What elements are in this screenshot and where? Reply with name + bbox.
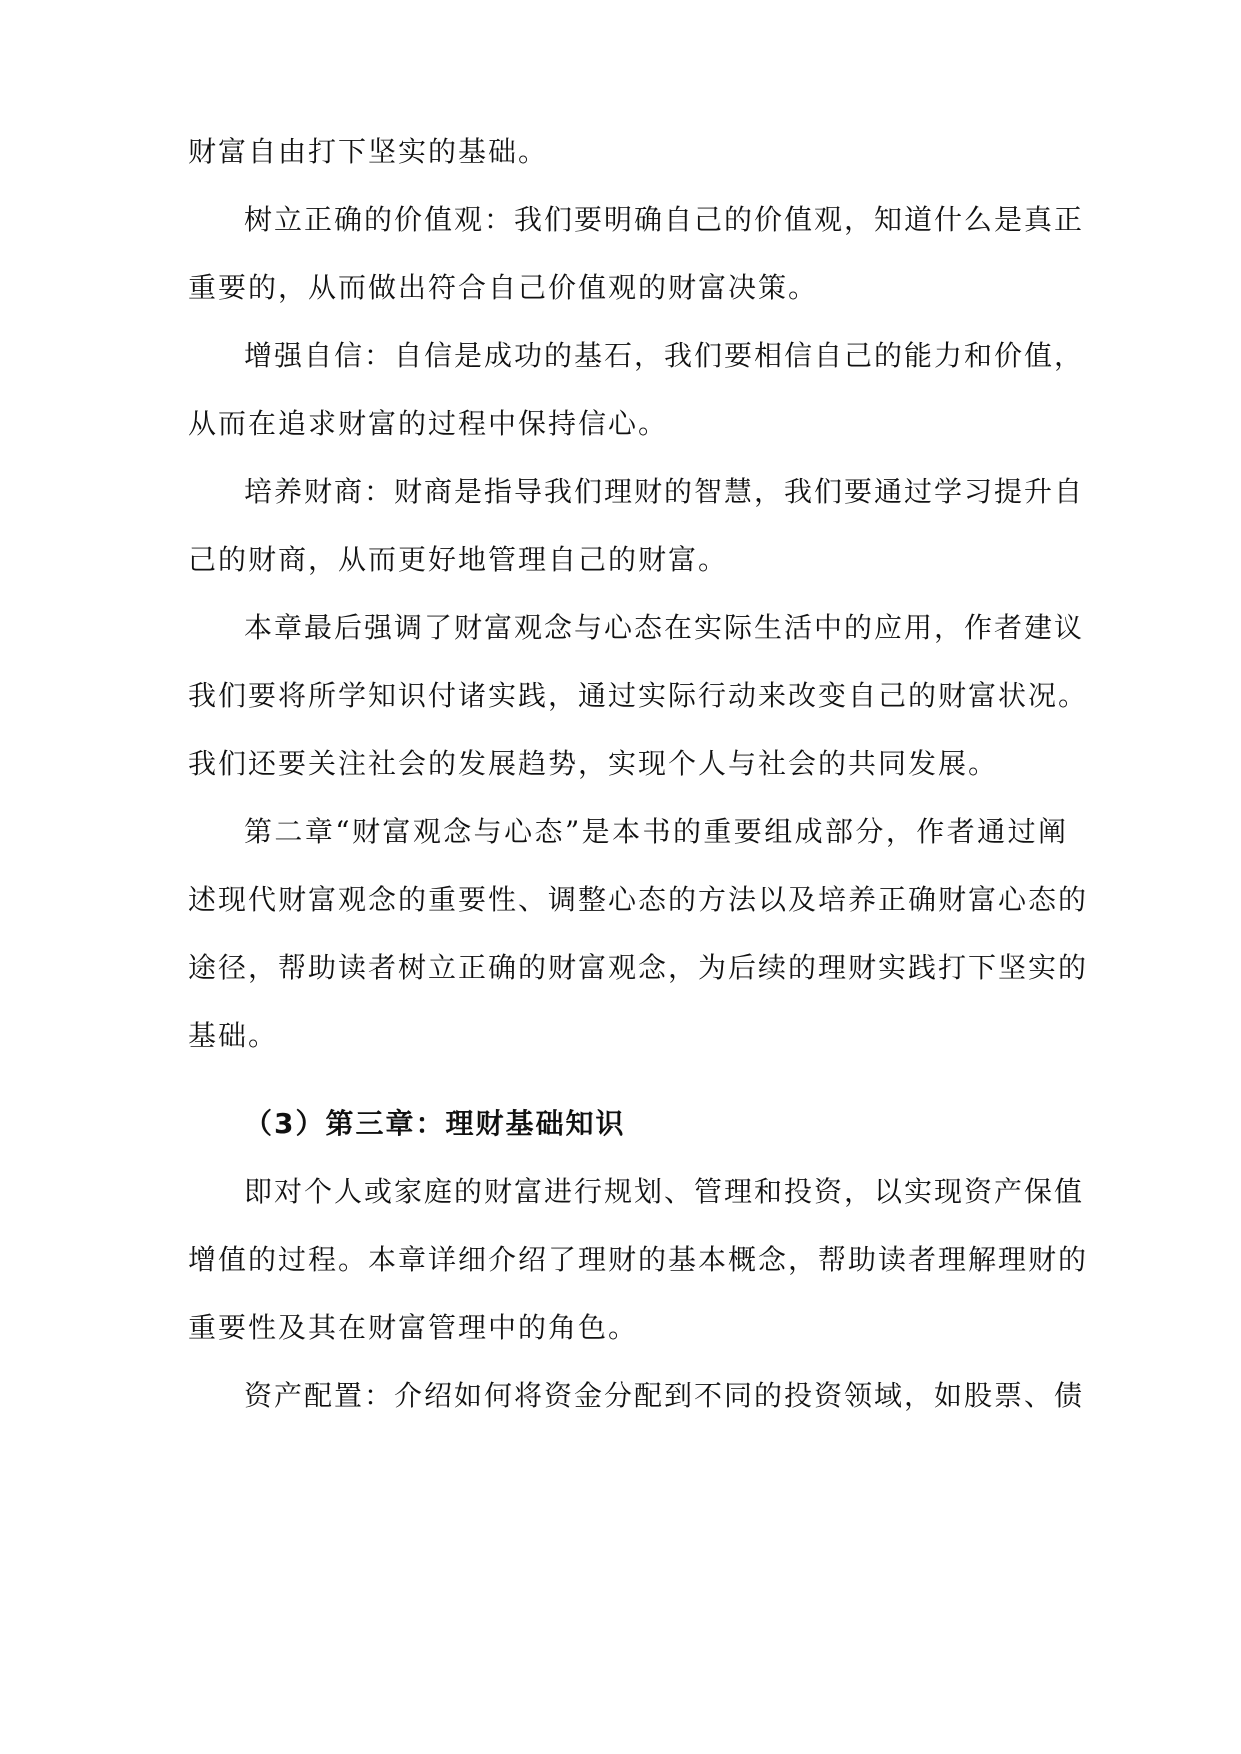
paragraph-line: 途径，帮助读者树立正确的财富观念，为后续的理财实践打下坚实的 [188,951,1089,984]
paragraph-line: 我们要将所学知识付诸实践，通过实际行动来改变自己的财富状况。 [188,679,1089,712]
paragraph-line: 树立正确的价值观：我们要明确自己的价值观，知道什么是真正 [244,203,1085,236]
paragraph-line: 财富自由打下坚实的基础。 [188,135,549,168]
paragraph-line: 述现代财富观念的重要性、调整心态的方法以及培养正确财富心态的 [188,883,1089,916]
section-heading: （3）第三章：理财基础知识 [244,1107,626,1140]
paragraph-line: 我们还要关注社会的发展趋势，实现个人与社会的共同发展。 [188,747,999,780]
paragraph-line: 从而在追求财富的过程中保持信心。 [188,407,669,440]
paragraph-line: 本章最后强调了财富观念与心态在实际生活中的应用，作者建议 [244,611,1085,644]
paragraph-line: 第二章“财富观念与心态”是本书的重要组成部分，作者通过阐 [244,815,1068,848]
paragraph-line: 基础。 [188,1019,279,1052]
paragraph-line: 重要性及其在财富管理中的角色。 [188,1311,639,1344]
paragraph-line: 资产配置：介绍如何将资金分配到不同的投资领域，如股票、债 [244,1379,1085,1412]
paragraph-line: 重要的，从而做出符合自己价值观的财富决策。 [188,271,819,304]
paragraph-line: 增值的过程。本章详细介绍了理财的基本概念，帮助读者理解理财的 [188,1243,1089,1276]
paragraph-line: 增强自信：自信是成功的基石，我们要相信自己的能力和价值， [244,339,1085,372]
paragraph-line: 培养财商：财商是指导我们理财的智慧，我们要通过学习提升自 [244,475,1085,508]
paragraph-line: 即对个人或家庭的财富进行规划、管理和投资，以实现资产保值 [244,1175,1085,1208]
paragraph-line: 己的财商，从而更好地管理自己的财富。 [188,543,729,576]
